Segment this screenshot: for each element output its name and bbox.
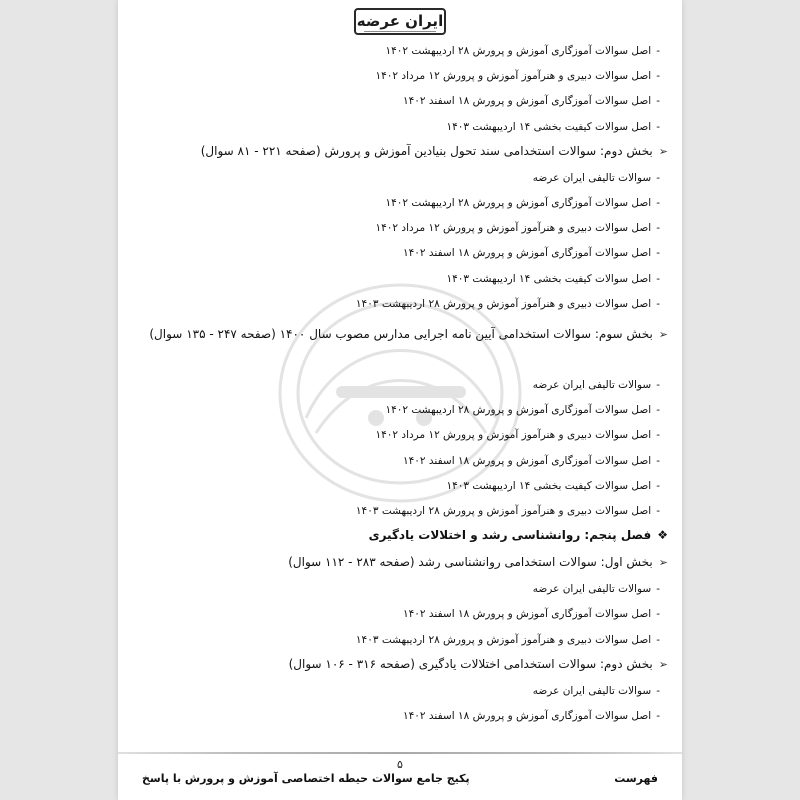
bullet-dash: - <box>656 297 660 310</box>
toc-item <box>376 222 661 234</box>
toc-item-text: سوالات تالیفی ایران عرضه <box>532 171 652 184</box>
document-page <box>118 0 682 800</box>
table-of-contents <box>118 0 682 800</box>
toc-item <box>385 197 660 209</box>
toc-section-heading <box>148 321 668 348</box>
toc-section-text: بخش دوم: سوالات استخدامی اختلالات یادگیری (صفحه ۳۱۶ - ۱۰۶ سوال) <box>288 656 653 671</box>
toc-chapter-text: فصل پنجم: روانشناسی رشد و اختلالات یادگیری <box>368 528 652 543</box>
toc-item <box>533 583 660 595</box>
toc-item-text: اصل سوالات دبیری و هنرآموز آموزش و پرورش ۱۲ مرداد ۱۴۰۲ <box>375 70 652 83</box>
bullet-dash: - <box>656 95 660 108</box>
toc-item <box>356 298 660 310</box>
brand-logo-text: ایران عرضه <box>356 12 444 30</box>
toc-section-heading <box>288 555 668 569</box>
toc-item-text: اصل سوالات آموزگاری آموزش و پرورش ۲۸ اردیبهشت ۱۴۰۲ <box>385 45 652 57</box>
toc-chapter-heading <box>369 528 668 542</box>
toc-item <box>385 404 660 416</box>
toc-item <box>403 455 660 467</box>
footer-divider <box>118 752 682 754</box>
toc-item <box>403 95 660 107</box>
arrow-bullet-icon: ➢ <box>658 556 668 570</box>
toc-item-text: اصل سوالات آموزگاری آموزش و پرورش ۱۸ اسفند ۱۴۰۲ <box>403 710 652 722</box>
toc-item <box>403 608 660 620</box>
toc-section-heading <box>201 144 668 158</box>
page-number: ۵ <box>397 758 403 771</box>
toc-item <box>356 505 660 517</box>
bullet-dash: - <box>656 45 660 57</box>
footer-section-label: فهرست <box>614 772 658 785</box>
toc-item-text: سوالات تالیفی ایران عرضه <box>532 684 652 697</box>
arrow-bullet-icon: ➢ <box>658 328 668 341</box>
footer-book-title: پکیج جامع سوالات حیطه اختصاصی آموزش و پرورش با پاسخ <box>142 772 470 785</box>
bullet-dash: - <box>656 120 660 133</box>
toc-item <box>533 379 660 391</box>
arrow-bullet-icon: ➢ <box>658 657 668 671</box>
toc-item <box>446 273 660 285</box>
toc-item <box>446 480 660 492</box>
toc-item-text: اصل سوالات دبیری و هنرآموز آموزش و پرورش ۲۸ اردیبهشت ۱۴۰۳ <box>355 297 652 310</box>
toc-item <box>446 121 660 133</box>
toc-item <box>533 685 660 697</box>
toc-item-text: اصل سوالات دبیری و هنرآموز آموزش و پرورش ۱۲ مرداد ۱۴۰۲ <box>375 222 652 235</box>
bullet-dash: - <box>656 454 660 467</box>
bullet-dash: - <box>656 583 660 596</box>
bullet-dash: - <box>656 197 660 209</box>
toc-item-text: اصل سوالات آموزگاری آموزش و پرورش ۱۸ اسفند ۱۴۰۲ <box>403 95 652 108</box>
toc-item-text: اصل سوالات آموزگاری آموزش و پرورش ۲۸ اردیبهشت ۱۴۰۲ <box>385 197 652 209</box>
bullet-dash: - <box>656 70 660 83</box>
arrow-bullet-icon: ➢ <box>658 144 668 158</box>
toc-item <box>403 710 660 722</box>
bullet-dash: - <box>656 247 660 260</box>
bullet-dash: - <box>656 404 660 417</box>
bullet-dash: - <box>656 684 660 697</box>
bullet-dash: - <box>656 429 660 442</box>
bullet-dash: - <box>656 633 660 646</box>
bullet-dash: - <box>656 608 660 621</box>
toc-item <box>403 247 660 259</box>
toc-item-text: سوالات تالیفی ایران عرضه <box>532 379 652 391</box>
bullet-dash: - <box>656 222 660 235</box>
toc-item <box>356 634 660 646</box>
toc-section-text: بخش دوم: سوالات استخدامی سند تحول بنیادین آموزش و پرورش (صفحه ۲۲۱ - ۸۱ سوال) <box>200 143 653 158</box>
toc-item <box>533 172 660 184</box>
bullet-dash: - <box>656 171 660 184</box>
toc-item-text: اصل سوالات دبیری و هنرآموز آموزش و پرورش ۲۸ اردیبهشت ۱۴۰۳ <box>355 633 652 646</box>
bullet-dash: - <box>656 710 660 722</box>
toc-item <box>385 45 660 57</box>
toc-item-text: اصل سوالات آموزگاری آموزش و پرورش ۲۸ اردیبهشت ۱۴۰۲ <box>385 404 652 417</box>
toc-item-text: اصل سوالات دبیری و هنرآموز آموزش و پرورش ۱۲ مرداد ۱۴۰۲ <box>375 429 652 442</box>
toc-item <box>376 70 661 82</box>
toc-item-text: اصل سوالات آموزگاری آموزش و پرورش ۱۸ اسفند ۱۴۰۲ <box>403 608 652 621</box>
toc-item-text: اصل سوالات آموزگاری آموزش و پرورش ۱۸ اسفند ۱۴۰۲ <box>403 454 652 467</box>
toc-item-text: اصل سوالات کیفیت بخشی ۱۴ اردیبهشت ۱۴۰۳ <box>446 479 652 492</box>
toc-item <box>376 429 661 441</box>
toc-item-text: اصل سوالات دبیری و هنرآموز آموزش و پرورش ۲۸ اردیبهشت ۱۴۰۳ <box>355 505 652 517</box>
toc-section-text: بخش سوم: سوالات استخدامی آیین نامه اجرایی مدارس مصوب سال ۱۴۰۰ (صفحه ۲۴۷ - ۱۳۵ سوال) <box>149 327 653 341</box>
toc-section-heading <box>289 657 668 671</box>
toc-item-text: اصل سوالات کیفیت بخشی ۱۴ اردیبهشت ۱۴۰۳ <box>446 272 652 285</box>
bullet-dash: - <box>656 505 660 517</box>
bullet-dash: - <box>656 479 660 492</box>
bullet-dash: - <box>656 379 660 391</box>
diamond-bullet-icon: ❖ <box>657 528 668 543</box>
toc-item-text: اصل سوالات آموزگاری آموزش و پرورش ۱۸ اسفند ۱۴۰۲ <box>403 247 652 260</box>
toc-item-text: اصل سوالات کیفیت بخشی ۱۴ اردیبهشت ۱۴۰۳ <box>446 120 652 133</box>
toc-section-text: بخش اول: سوالات استخدامی روانشناسی رشد (صفحه ۲۸۳ - ۱۱۲ سوال) <box>288 555 653 570</box>
bullet-dash: - <box>656 272 660 285</box>
toc-item-text: سوالات تالیفی ایران عرضه <box>532 583 652 596</box>
